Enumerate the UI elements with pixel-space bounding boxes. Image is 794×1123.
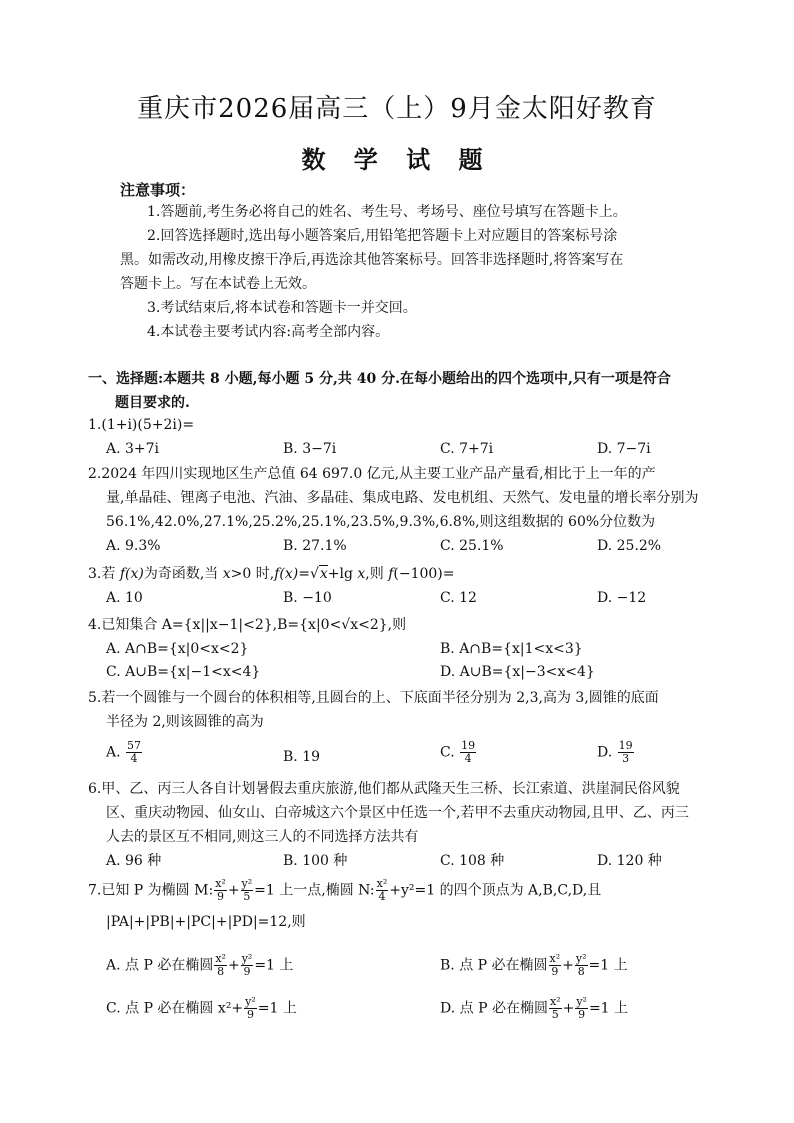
question-5-option-c: C. $\frac{19}{4}$ bbox=[440, 739, 476, 765]
question-1-stem: 1.(1+i)(5+2i)= bbox=[88, 417, 195, 433]
question-2-option-b: B. 27.1% bbox=[283, 538, 347, 554]
question-2-option-a: A. 9.3% bbox=[106, 538, 161, 554]
question-3-option-d: D. −12 bbox=[597, 590, 647, 606]
question-6-option-a: A. 96 种 bbox=[106, 853, 162, 869]
question-1-option-a: A. 3+7i bbox=[106, 441, 160, 457]
notice-heading: 注意事项： bbox=[120, 181, 196, 199]
section-heading-cont: 题目要求的. bbox=[115, 395, 190, 411]
question-7-option-a: A. 点 P 必在椭圆 $\frac{\text{x²}}{8}$ + $\frac{\text{y²}}{9}$ =1 上 bbox=[106, 952, 294, 978]
question-4-option-d: D. A∪B={x|−3<x<4} bbox=[440, 664, 595, 680]
section-heading: 一、选择题:本题共 8 小题,每小题 5 分,共 40 分.在每小题给出的四个选项中,只有一项是符合 bbox=[88, 371, 671, 387]
question-6-option-c: C. 108 种 bbox=[440, 853, 505, 869]
question-4-option-c: C. A∪B={x|−1<x<4} bbox=[106, 664, 261, 680]
question-2-stem: 56.1%,42.0%,27.1%,25.2%,25.1%,23.5%,9.3%,6.8%,则这组数据的 60%分位数为 bbox=[106, 514, 656, 530]
question-5-option-b: B. 19 bbox=[283, 749, 321, 765]
notice-item: 4.本试卷主要考试内容:高考全部内容。 bbox=[147, 324, 390, 340]
question-7-stem: 7.已知 P 为椭圆 M: $\frac{\text{x²}}{9}$ + $\frac{\text{y²}}{5}$ =1 上一点,椭圆 N: $\frac{\text{x²}}{4}$ +y²=1 的四个顶点为 A,B,C,D,且 bbox=[88, 877, 602, 903]
question-2-stem: 量,单晶硅、锂离子电池、汽油、多晶硅、集成电路、发电机组、天然气、发电量的增长率分别为 bbox=[106, 490, 699, 506]
question-5-option-d: D. $\frac{19}{3}$ bbox=[597, 739, 633, 765]
notice-item: 3.考试结束后,将本试卷和答题卡一并交回。 bbox=[147, 300, 417, 316]
question-4-option-b: B. A∩B={x|1<x<3} bbox=[440, 641, 583, 657]
question-2-stem: 2.2024 年四川实现地区生产总值 64 697.0 亿元,从主要工业产品产量看,相比于上一年的产 bbox=[88, 466, 656, 482]
notice-item: 2.回答选择题时,选出每小题答案后,用铅笔把答题卡上对应题目的答案标号涂 bbox=[147, 228, 618, 244]
notice-item: 1.答题前,考生务必将自己的姓名、考生号、考场号、座位号填写在答题卡上。 bbox=[147, 204, 627, 220]
notice-item: 答题卡上。写在本试卷上无效。 bbox=[120, 276, 316, 292]
question-6-option-d: D. 120 种 bbox=[597, 853, 662, 869]
notice-item: 黑。如需改动,用橡皮擦干净后,再选涂其他答案标号。回答非选择题时,将答案写在 bbox=[120, 252, 624, 268]
question-3-stem: 3.若 f(x)为奇函数,当 x>0 时,f(x)=√x+lg x,则 f(−100)= bbox=[88, 566, 455, 582]
question-2-option-c: C. 25.1% bbox=[440, 538, 504, 554]
question-4-option-a: A. A∩B={x|0<x<2} bbox=[106, 641, 249, 657]
question-6-stem: 区、重庆动物园、仙女山、白帝城这六个景区中任选一个,若甲不去重庆动物园,且甲、乙、丙三 bbox=[106, 805, 689, 821]
question-3-option-a: A. 10 bbox=[106, 590, 143, 606]
question-5-stem: 半径为 2,则该圆锥的高为 bbox=[106, 714, 264, 730]
question-1-option-c: C. 7+7i bbox=[440, 441, 494, 457]
question-5-option-a: A. $\frac{57}{4}$ bbox=[106, 739, 142, 765]
question-1-option-b: B. 3−7i bbox=[283, 441, 337, 457]
question-6-stem: 6.甲、乙、丙三人各自计划暑假去重庆旅游,他们都从武隆天生三桥、长江索道、洪崖洞民俗风貌 bbox=[88, 781, 680, 797]
question-6-option-b: B. 100 种 bbox=[283, 853, 348, 869]
question-7-option-b: B. 点 P 必在椭圆 $\frac{\text{x²}}{9}$ + $\frac{\text{y²}}{8}$ =1 上 bbox=[440, 952, 628, 978]
question-7-option-c: C. 点 P 必在椭圆 x²+ $\frac{\text{y²}}{9}$ =1 上 bbox=[106, 995, 297, 1021]
question-7-option-d: D. 点 P 必在椭圆 $\frac{\text{x²}}{5}$ + $\frac{\text{y²}}{9}$ =1 上 bbox=[440, 995, 629, 1021]
question-6-stem: 人去的景区互不相同,则这三人的不同选择方法共有 bbox=[106, 829, 419, 845]
question-2-option-d: D. 25.2% bbox=[597, 538, 662, 554]
exam-title: 重庆市2026届高三（上）9月金太阳好教育 bbox=[137, 94, 657, 124]
subject-title: 数 学 试 题 bbox=[301, 145, 493, 174]
question-5-stem: 5.若一个圆锥与一个圆台的体积相等,且圆台的上、下底面半径分别为 2,3,高为 3,圆锥的底面 bbox=[88, 690, 659, 706]
question-7-stem: |PA|+|PB|+|PC|+|PD|=12,则 bbox=[106, 914, 306, 930]
question-3-option-c: C. 12 bbox=[440, 590, 477, 606]
question-4-stem: 4.已知集合 A={x||x−1|<2},B={x|0<√x<2},则 bbox=[88, 617, 407, 633]
question-3-option-b: B. −10 bbox=[283, 590, 332, 606]
question-1-option-d: D. 7−7i bbox=[597, 441, 651, 457]
